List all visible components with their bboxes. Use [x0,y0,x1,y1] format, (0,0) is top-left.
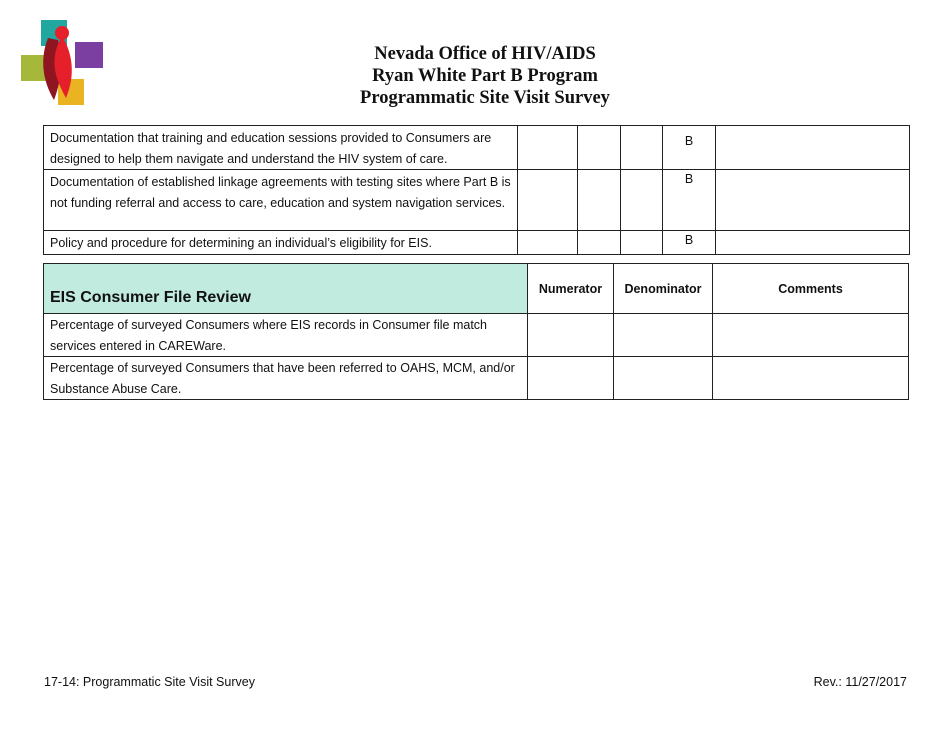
response-cell[interactable] [621,231,663,255]
numerator-cell[interactable] [528,357,614,400]
response-cell[interactable] [578,170,621,231]
requirement-text: Policy and procedure for determining an individual’s eligibility for EIS. [44,231,518,255]
comments-cell[interactable] [716,126,910,170]
requirement-text: Documentation that training and education sessions provided to Consumers are designed to help them navigate and understand the HIV system of care. [44,126,518,170]
response-cell[interactable] [578,126,621,170]
numerator-header: Numerator [528,264,614,314]
denominator-cell[interactable] [614,357,713,400]
header-survey-title: Programmatic Site Visit Survey [360,88,610,108]
numerator-cell[interactable] [528,314,614,357]
file-review-table [43,263,909,400]
header-program: Ryan White Part B Program [372,66,598,86]
document-header [0,43,950,109]
footer-revision: Rev.: 11/27/2017 [813,675,907,689]
table-row [44,126,910,170]
comments-cell[interactable] [716,170,910,231]
table-row [44,231,910,255]
response-cell[interactable] [518,231,578,255]
requirements-table [43,125,910,255]
denominator-cell[interactable] [614,314,713,357]
comments-cell[interactable] [713,357,909,400]
footer-form-id: 17-14: Programmatic Site Visit Survey [44,675,255,689]
response-cell[interactable] [621,126,663,170]
part-code: B [663,126,716,170]
part-code: B [663,170,716,231]
table-row [44,314,909,357]
response-cell[interactable] [578,231,621,255]
table-header-row [44,264,909,314]
review-item-text: Percentage of surveyed Consumers that have been referred to OAHS, MCM, and/or Substance Abuse Care. [44,357,528,400]
review-item-text: Percentage of surveyed Consumers where EIS records in Consumer file match services entered in CAREWare. [44,314,528,357]
requirement-text: Documentation of established linkage agreements with testing sites where Part B is not funding referral and access to care, education and system navigation services. [44,170,518,231]
denominator-header: Denominator [614,264,713,314]
response-cell[interactable] [518,170,578,231]
table-row [44,357,909,400]
comments-cell[interactable] [713,314,909,357]
comments-cell[interactable] [716,231,910,255]
section-title: EIS Consumer File Review [44,264,528,314]
header-org: Nevada Office of HIV/AIDS [374,44,596,64]
response-cell[interactable] [518,126,578,170]
response-cell[interactable] [621,170,663,231]
part-code: B [663,231,716,255]
table-row [44,170,910,231]
logo-red-dot [55,26,69,40]
comments-header: Comments [713,264,909,314]
